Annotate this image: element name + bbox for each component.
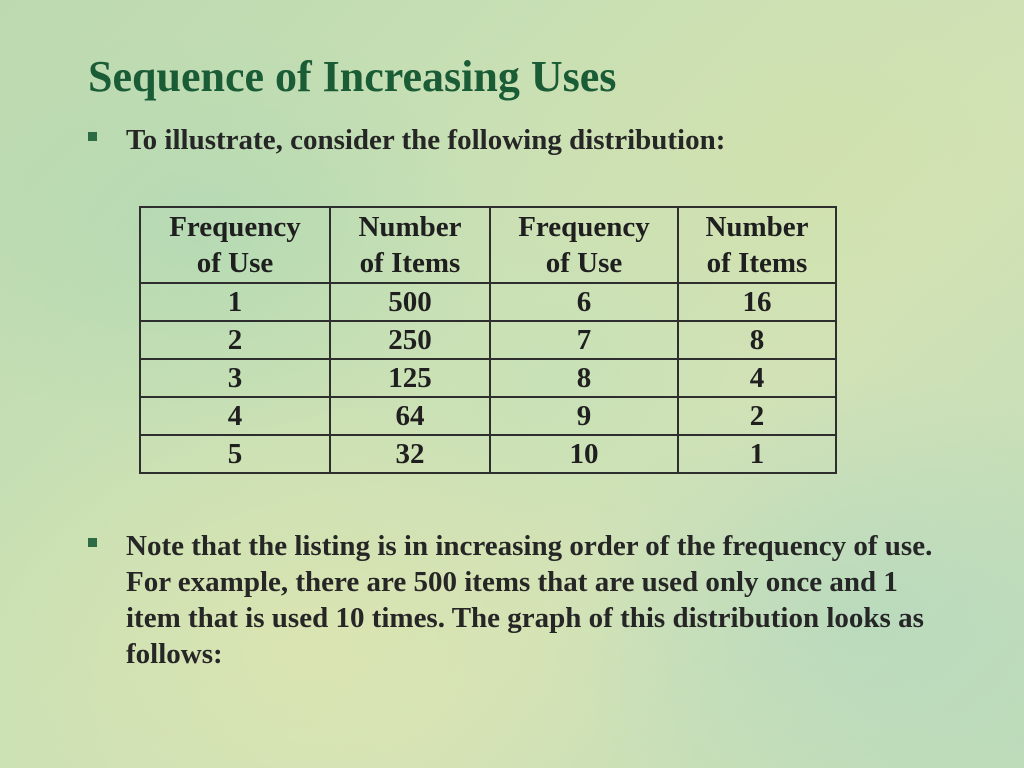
table-cell: 4	[678, 359, 836, 397]
table-cell: 2	[140, 321, 330, 359]
slide-title: Sequence of Increasing Uses	[88, 52, 617, 101]
column-header: Number of Items	[330, 207, 490, 283]
table-cell: 6	[490, 283, 678, 321]
table-cell: 500	[330, 283, 490, 321]
bullet-text: Note that the listing is in increasing order of the frequency of use. For example, there are 500 items that are used only once and 1 item that is used 10 times. The graph of this distribution looks as follows:	[126, 530, 933, 670]
table-cell: 2	[678, 397, 836, 435]
table-row	[140, 283, 836, 321]
table-cell: 32	[330, 435, 490, 473]
table-row	[140, 321, 836, 359]
table-cell: 8	[678, 321, 836, 359]
table-cell: 5	[140, 435, 330, 473]
column-header: Frequency of Use	[490, 207, 678, 283]
table-cell: 3	[140, 359, 330, 397]
table-cell: 8	[490, 359, 678, 397]
table-cell: 9	[490, 397, 678, 435]
column-header: Number of Items	[678, 207, 836, 283]
table-row	[140, 435, 836, 473]
table-cell: 10	[490, 435, 678, 473]
table-cell: 1	[678, 435, 836, 473]
table-row	[140, 397, 836, 435]
table-row	[140, 359, 836, 397]
square-bullet-icon	[88, 132, 97, 141]
table-cell: 64	[330, 397, 490, 435]
table-header-row	[140, 207, 836, 283]
distribution-table	[139, 206, 837, 474]
table-cell: 4	[140, 397, 330, 435]
bullet-text: To illustrate, consider the following distribution:	[126, 124, 726, 156]
column-header: Frequency of Use	[140, 207, 330, 283]
table-cell: 7	[490, 321, 678, 359]
square-bullet-icon	[88, 538, 97, 547]
table-cell: 250	[330, 321, 490, 359]
table-cell: 125	[330, 359, 490, 397]
table-cell: 1	[140, 283, 330, 321]
table-cell: 16	[678, 283, 836, 321]
